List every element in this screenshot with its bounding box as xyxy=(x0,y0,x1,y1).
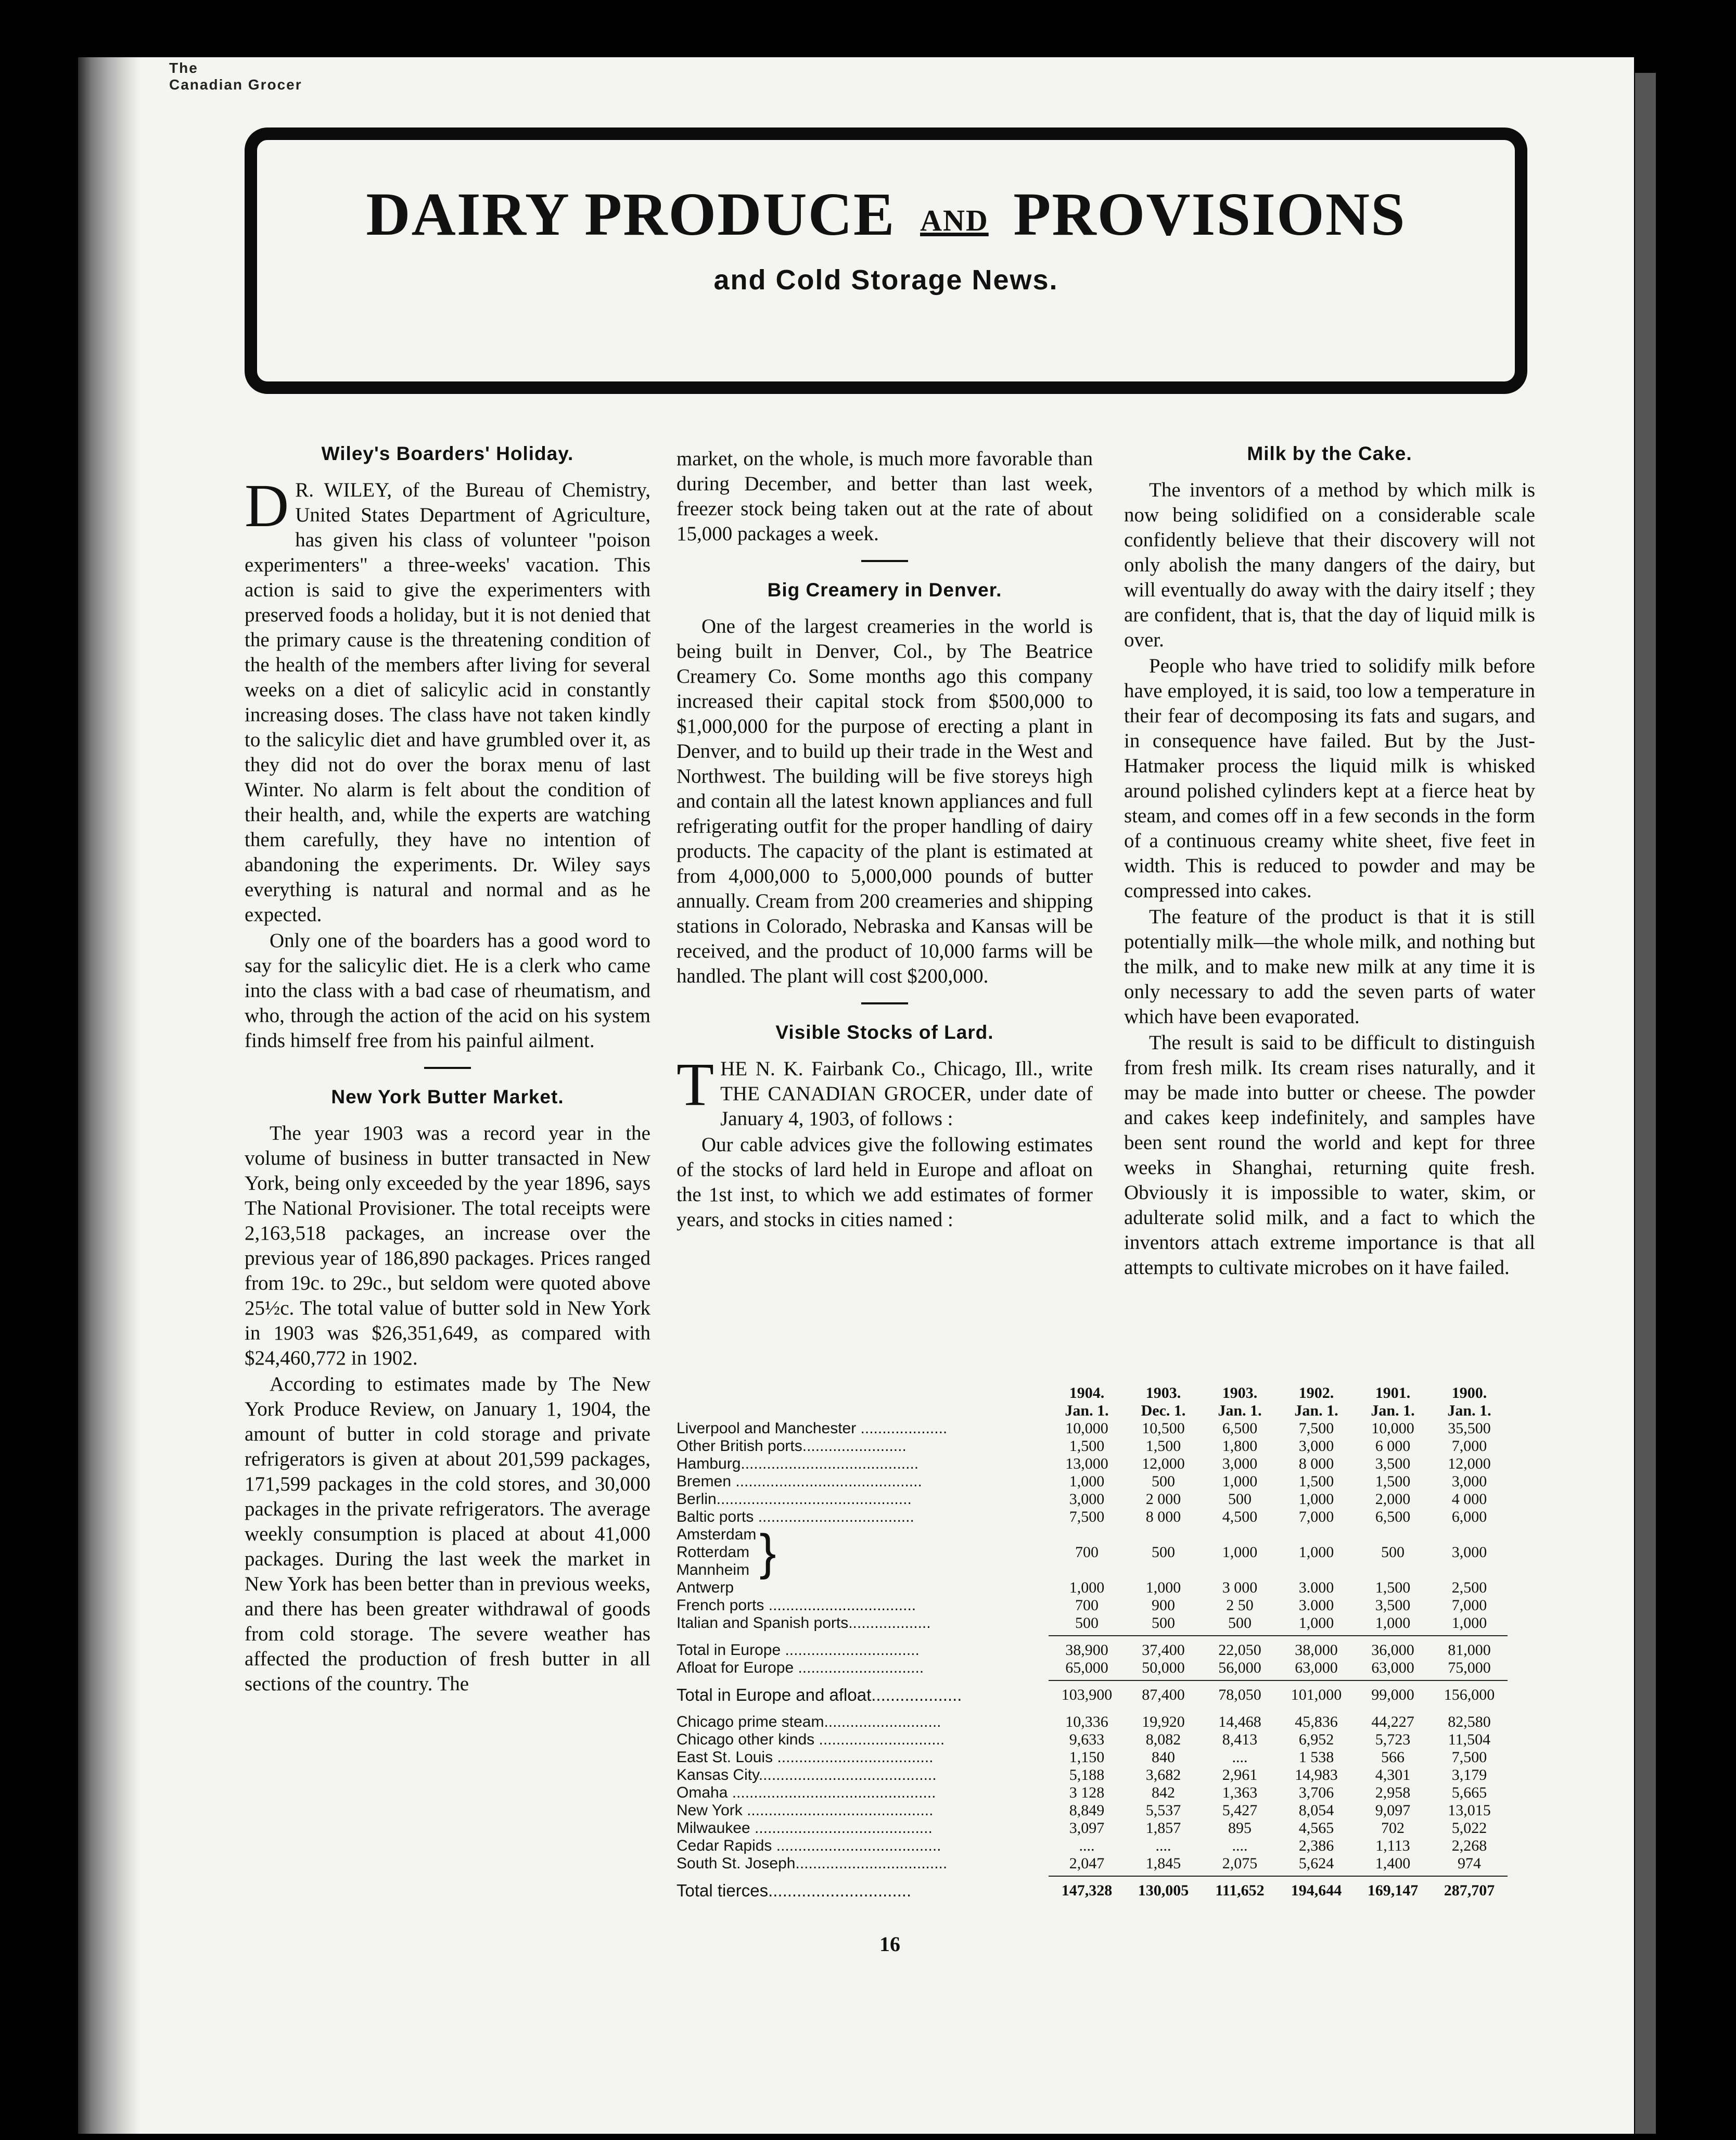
cell: 500 xyxy=(1152,1544,1175,1561)
row-label: Antwerp xyxy=(676,1579,734,1596)
cell: 566 xyxy=(1381,1749,1405,1766)
row-label: Hamburg......................................... xyxy=(676,1455,919,1472)
cell: 1,000 xyxy=(1222,1473,1258,1490)
cell: 2 000 xyxy=(1145,1491,1181,1508)
cell: 6,000 xyxy=(1451,1508,1487,1525)
masthead-line2: Canadian Grocer xyxy=(169,77,302,93)
cell: 500 xyxy=(1228,1614,1252,1632)
article-milk-p4: The result is said to be difficult to distinguish from fresh milk. Its cream rises naturally, and it may be made into butter or cheese. The powder and cakes keep indefinitely, and samples have been sent round the world and kept for three weeks in Shanghai, returning quite fresh. Obviously it is impossible to water, skim, or adulterate solid milk, and a fact to which the inventors attach extreme importance is that all attempts to cultivate microbes on it have failed. xyxy=(1124,1031,1535,1279)
cell: 3,682 xyxy=(1145,1766,1181,1784)
row-label: East St. Louis .................................... xyxy=(676,1749,934,1766)
cell: 194,644 xyxy=(1291,1882,1342,1899)
cell: 8,054 xyxy=(1298,1802,1334,1819)
table-row xyxy=(676,1855,1509,1873)
table-rule xyxy=(1049,1635,1508,1636)
cell: 7,500 xyxy=(1069,1508,1105,1525)
table-row xyxy=(676,1731,1509,1749)
table-row xyxy=(676,1508,1509,1526)
row-label: Chicago prime steam........................... xyxy=(676,1713,941,1730)
cell: 3,179 xyxy=(1451,1766,1487,1784)
cell: 1,000 xyxy=(1298,1491,1334,1508)
divider-rule xyxy=(861,560,908,562)
cell: 974 xyxy=(1458,1855,1481,1872)
cell: 1,000 xyxy=(1298,1544,1334,1561)
dropcap-d: D xyxy=(245,472,289,540)
table-row xyxy=(676,1473,1509,1491)
col-header-year: 1903. xyxy=(1222,1384,1258,1402)
table-row xyxy=(676,1713,1509,1731)
cell: 2,075 xyxy=(1222,1855,1258,1872)
cell: 81,000 xyxy=(1448,1641,1491,1659)
table-row xyxy=(676,1766,1509,1784)
cell: 1,845 xyxy=(1145,1855,1181,1872)
cell: 8,413 xyxy=(1222,1731,1258,1748)
cell: 130,005 xyxy=(1138,1882,1189,1899)
masthead-line1: The xyxy=(169,60,198,76)
cell: 2,500 xyxy=(1451,1579,1487,1596)
row-label: Amsterdam xyxy=(676,1526,757,1543)
cell: 22,050 xyxy=(1218,1641,1261,1659)
cell: 3,000 xyxy=(1298,1437,1334,1455)
cell: 700 xyxy=(1075,1544,1099,1561)
cell: 842 xyxy=(1152,1784,1175,1801)
col-header-date: Jan. 1. xyxy=(1371,1402,1415,1419)
table-rule xyxy=(1049,1680,1508,1681)
table-row xyxy=(676,1802,1509,1819)
column-3 xyxy=(1124,441,1535,1280)
cell: 63,000 xyxy=(1371,1659,1414,1676)
cell: 702 xyxy=(1381,1819,1405,1837)
cell: 287,707 xyxy=(1444,1882,1495,1899)
article-milk-p3: The feature of the product is that it is still potentially milk—the whole milk, and nothing but the milk, and to make new milk at any time it is only necessary to add the seven parts of water which have been evaporated. xyxy=(1124,906,1535,1028)
banner-title xyxy=(257,181,1515,254)
col-header-year: 1900. xyxy=(1451,1384,1487,1402)
row-label: Mannheim xyxy=(676,1561,750,1578)
cell: 2,000 xyxy=(1375,1491,1411,1508)
cell: 1,400 xyxy=(1375,1855,1411,1872)
totals-europe xyxy=(676,1641,1509,1677)
table-row-brace-group xyxy=(676,1526,1509,1579)
cell: 1,000 xyxy=(1069,1473,1105,1490)
cell: 5,665 xyxy=(1451,1784,1487,1801)
cell: 3,000 xyxy=(1451,1544,1487,1561)
cell: 50,000 xyxy=(1142,1659,1185,1676)
table-row xyxy=(676,1641,1509,1659)
table-row xyxy=(676,1819,1509,1837)
row-label: Berlin............................................. xyxy=(676,1491,912,1508)
table-row xyxy=(676,1784,1509,1802)
table-row xyxy=(676,1420,1509,1437)
cell: 500 xyxy=(1152,1473,1175,1490)
cell: 5,022 xyxy=(1451,1819,1487,1837)
cell: 7,000 xyxy=(1451,1597,1487,1614)
cell: 14,983 xyxy=(1295,1766,1338,1784)
cell: 19,920 xyxy=(1142,1713,1185,1730)
cell: 8,082 xyxy=(1145,1731,1181,1748)
cell: 10,000 xyxy=(1065,1420,1108,1437)
cell: 10,000 xyxy=(1371,1420,1414,1437)
cell: 3.000 xyxy=(1298,1579,1334,1596)
article-lard-p1-text: HE N. K. Fairbank Co., Chicago, Ill., write THE CANADIAN GROCER, under date of January 4, 1903, of follows : xyxy=(720,1058,1093,1130)
row-label: South St. Joseph................................... xyxy=(676,1855,948,1872)
cell: 9,633 xyxy=(1069,1731,1105,1748)
table-row xyxy=(676,1659,1509,1677)
cell: 4,565 xyxy=(1298,1819,1334,1837)
cell: 3,000 xyxy=(1069,1491,1105,1508)
cell: 5,427 xyxy=(1222,1802,1258,1819)
cell: 4,500 xyxy=(1222,1508,1258,1525)
article-butter-cont: market, on the whole, is much more favorable than during December, and better than last week, freezer stock being taken out at the rate of about 15,000 packages a week. xyxy=(676,448,1093,545)
table-row xyxy=(676,1837,1509,1855)
cell: 75,000 xyxy=(1448,1659,1491,1676)
row-label: Total tierces.............................. xyxy=(676,1882,912,1900)
cell: 6,952 xyxy=(1298,1731,1334,1748)
table-row xyxy=(676,1579,1509,1597)
cell: 1,500 xyxy=(1069,1437,1105,1455)
cell: 4,301 xyxy=(1375,1766,1411,1784)
cell: 3,000 xyxy=(1222,1455,1258,1472)
cell: 1,000 xyxy=(1069,1579,1105,1596)
article-creamery-p1: One of the largest creameries in the world is being built in Denver, Col., by The Beatrice Creamery Co. Some months ago this company increased their capital stock from $500,000 to $1,000,000 for the purpose of erecting a plant in Denver, and to build up their trade in the West and Northwest. The building will be five storeys high and contain all the latest known appliances and full refrigerating outfit for the proper handling of dairy products. The capacity of the plant is estimated at from 4,000,000 to 5,000,000 pounds of butter annually. Cream from 200 creameries and shipping stations in Colorado, Nebraska and Kansas will be received, and the product of 10,000 farms will be handled. The plant will cost $200,000. xyxy=(676,615,1093,987)
row-label: Cedar Rapids ...................................... xyxy=(676,1837,941,1854)
divider-rule xyxy=(424,1067,471,1069)
cell: 14,468 xyxy=(1218,1713,1261,1730)
banner-title-left: DAIRY PRODUCE xyxy=(366,180,896,248)
cell: 5,188 xyxy=(1069,1766,1105,1784)
row-label: Kansas City......................................... xyxy=(676,1766,937,1784)
brace-names xyxy=(676,1526,756,1579)
article-butter-p1: The year 1903 was a record year in the volume of business in butter transacted in New York, being only exceeded by the year 1896, says The National Provisioner. The total receipts were 2,163,518 packages, an increase over the previous year of 186,890 packages. Prices ranged from 19c. to 29c., but seldom were quoted above 25½c. The total value of butter sold in New York in 1903 was $26,351,649, as compared with $24,460,772 in 1902. xyxy=(245,1122,650,1369)
cell: .... xyxy=(1232,1749,1248,1766)
cell: 6,500 xyxy=(1375,1508,1411,1525)
cell: 2,268 xyxy=(1451,1837,1487,1854)
cell: 1,000 xyxy=(1222,1544,1258,1561)
cell: 1,000 xyxy=(1298,1614,1334,1632)
divider-rule xyxy=(861,1002,908,1004)
cell: 700 xyxy=(1075,1597,1099,1614)
banner-title-and: AND xyxy=(920,203,989,237)
col-header-date: Jan. 1. xyxy=(1294,1402,1338,1419)
row-label: Total in Europe and afloat................... xyxy=(676,1686,962,1704)
cell: 2,386 xyxy=(1298,1837,1334,1854)
table-row xyxy=(676,1749,1509,1766)
cell: 1,857 xyxy=(1145,1819,1181,1837)
cell: 36,000 xyxy=(1371,1641,1414,1659)
cell: 1,500 xyxy=(1298,1473,1334,1490)
headline-creamery: Big Creamery in Denver. xyxy=(767,579,1002,601)
cell: 500 xyxy=(1381,1544,1405,1561)
col-header-date: Dec. 1. xyxy=(1141,1402,1186,1419)
cell: 3,706 xyxy=(1298,1784,1334,1801)
cell: 3,000 xyxy=(1451,1473,1487,1490)
cell: 8 000 xyxy=(1298,1455,1334,1472)
cell: 82,580 xyxy=(1448,1713,1491,1730)
adjacent-page-edge xyxy=(1635,73,1656,2134)
cell: 500 xyxy=(1228,1491,1252,1508)
cell: 2,961 xyxy=(1222,1766,1258,1784)
section-banner xyxy=(245,128,1527,394)
cell: 1,150 xyxy=(1069,1749,1105,1766)
cell: 44,227 xyxy=(1371,1713,1414,1730)
cell: 169,147 xyxy=(1367,1882,1419,1899)
cell: 87,400 xyxy=(1142,1686,1185,1703)
cell: 3,097 xyxy=(1069,1819,1105,1837)
row-label: Afloat for Europe ............................. xyxy=(676,1659,924,1676)
cell: .... xyxy=(1079,1837,1095,1854)
col-header-year: 1904. xyxy=(1069,1384,1105,1402)
dropcap-t: T xyxy=(676,1050,714,1118)
cell: 37,400 xyxy=(1142,1641,1185,1659)
article-milk-p2: People who have tried to solidify milk before have employed, it is said, too low a temperature in their fear of decomposing its fats and sugars, and in consequence have failed. But by the Just-Hatmaker process the liquid milk is whisked around polished cylinders kept at a fierce heat by steam, and comes off in a few seconds in the form of a continuous creamy white sheet, five feet in width. This is reduced to powder and may be compressed into cakes. xyxy=(1124,655,1535,902)
article-lard-p2: Our cable advices give the following estimates of the stocks of lard held in Europe and afloat on the 1st inst, to which we add estimates of former years, and stocks in cities named : xyxy=(676,1133,1093,1231)
cell: 2,958 xyxy=(1375,1784,1411,1801)
europe-rows-2 xyxy=(676,1579,1509,1632)
cell: 9,097 xyxy=(1375,1802,1411,1819)
cell: 1,500 xyxy=(1375,1579,1411,1596)
europe-rows xyxy=(676,1420,1509,1526)
row-label: Chicago other kinds ............................. xyxy=(676,1731,945,1748)
banner-subtitle: and Cold Storage News. xyxy=(713,264,1058,296)
cell: 13,015 xyxy=(1448,1802,1491,1819)
cell: 56,000 xyxy=(1218,1659,1261,1676)
cell: 6,500 xyxy=(1222,1420,1258,1437)
table-header-dates xyxy=(1049,1402,1509,1420)
row-label: Milwaukee ......................................... xyxy=(676,1819,933,1837)
cell: 840 xyxy=(1152,1749,1175,1766)
binding-shadow xyxy=(78,57,141,2134)
cell: 5,624 xyxy=(1298,1855,1334,1872)
page-number: 16 xyxy=(879,1932,900,1956)
cell: 101,000 xyxy=(1291,1686,1342,1703)
article-wiley-p2: Only one of the boarders has a good word to say for the salicylic diet. He is a clerk who came into the class with a bad case of rheumatism, and who, through the action of the acid on his system finds himself free from his painful ailment. xyxy=(245,929,650,1052)
headline-wiley: Wiley's Boarders' Holiday. xyxy=(321,443,574,464)
table-header-years xyxy=(1049,1384,1509,1402)
city-rows xyxy=(676,1713,1509,1873)
table-row xyxy=(676,1686,1509,1704)
cell: 147,328 xyxy=(1061,1882,1113,1899)
row-label: Total in Europe ............................... xyxy=(676,1641,920,1659)
cell: 10,500 xyxy=(1142,1420,1185,1437)
masthead xyxy=(169,60,325,93)
cell: 3,500 xyxy=(1375,1455,1411,1472)
cell: 1,000 xyxy=(1451,1614,1487,1632)
cell: 65,000 xyxy=(1065,1659,1108,1676)
table-row xyxy=(676,1614,1509,1632)
cell: 7,500 xyxy=(1298,1420,1334,1437)
cell: 2 50 xyxy=(1226,1597,1254,1614)
row-label: New York ........................................... xyxy=(676,1802,934,1819)
column-1 xyxy=(245,441,650,1697)
cell: 11,504 xyxy=(1448,1731,1491,1748)
cell: 500 xyxy=(1075,1614,1099,1632)
cell: 12,000 xyxy=(1448,1455,1491,1472)
total-tierces xyxy=(676,1882,1509,1900)
headline-milk: Milk by the Cake. xyxy=(1247,443,1412,464)
cell: 78,050 xyxy=(1218,1686,1261,1703)
cell: 7,000 xyxy=(1298,1508,1334,1525)
cell: 103,900 xyxy=(1061,1686,1113,1703)
banner-title-right: PROVISIONS xyxy=(1013,180,1406,248)
article-milk-p1: The inventors of a method by which milk is now being solidified on a considerable scale confidently believe that their discovery will not only abolish the many dangers of the dairy, but will eventually do away with the dairy itself ; they are confident, that is, that the day of liquid milk is over. xyxy=(1124,479,1535,651)
cell: 111,652 xyxy=(1215,1882,1265,1899)
row-label: Other British ports........................ xyxy=(676,1437,907,1455)
cell: 10,336 xyxy=(1065,1713,1108,1730)
article-wiley-p1 xyxy=(245,472,650,927)
cell: 99,000 xyxy=(1371,1686,1414,1703)
cell: 1,113 xyxy=(1375,1837,1410,1854)
headline-butter: New York Butter Market. xyxy=(331,1086,564,1107)
cell: 895 xyxy=(1228,1819,1252,1837)
table-row xyxy=(676,1455,1509,1473)
row-label: Italian and Spanish ports................... xyxy=(676,1614,931,1632)
headline-lard: Visible Stocks of Lard. xyxy=(775,1022,994,1043)
col-header-date: Jan. 1. xyxy=(1218,1402,1262,1419)
cell: 4 000 xyxy=(1451,1491,1487,1508)
cell: 3 000 xyxy=(1222,1579,1258,1596)
table-row xyxy=(676,1437,1509,1455)
cell: 8 000 xyxy=(1145,1508,1181,1525)
cell: 1 538 xyxy=(1298,1749,1334,1766)
cell: 2,047 xyxy=(1069,1855,1105,1872)
cell: 900 xyxy=(1152,1597,1175,1614)
cell: 1,363 xyxy=(1222,1784,1258,1801)
cell: 7,500 xyxy=(1451,1749,1487,1766)
article-lard-p1 xyxy=(676,1050,1093,1131)
cell: 5,537 xyxy=(1145,1802,1181,1819)
cell: 35,500 xyxy=(1448,1420,1491,1437)
row-label: Baltic ports .................................... xyxy=(676,1508,914,1525)
article-wiley-p1-text: R. WILEY, of the Bureau of Chemistry, United States Department of Agriculture, has given his class of volunteer "poison experimenters" a three-weeks' vacation. This action is said to give the experimenters with preserved foods a holiday, but it is not denied that the primary cause is the threatening condition of the health of the members after living for several weeks on a diet of salicylic acid in constantly increasing doses. The class have not taken kindly to the salicylic diet and have grumbled over it, as they did not do over the borax menu of last Winter. No alarm is felt about the condition of their health, and, while the experts are watching them carefully, they have no intention of abandoning the experiments. Dr. Wiley says everything is natural and normal and as he expected. xyxy=(245,479,650,926)
row-label: Rotterdam xyxy=(676,1544,750,1561)
cell: 1,000 xyxy=(1145,1579,1181,1596)
col-header-date: Jan. 1. xyxy=(1447,1402,1491,1419)
cell: .... xyxy=(1155,1837,1171,1854)
cell: 3 128 xyxy=(1069,1784,1105,1801)
cell: 7,000 xyxy=(1451,1437,1487,1455)
cell: 8,849 xyxy=(1069,1802,1105,1819)
cell: 1,500 xyxy=(1375,1473,1411,1490)
table-row xyxy=(676,1882,1509,1900)
table-row xyxy=(676,1597,1509,1614)
row-label: Liverpool and Manchester .................... xyxy=(676,1420,948,1437)
cell: 45,836 xyxy=(1295,1713,1338,1730)
col-header-date: Jan. 1. xyxy=(1065,1402,1109,1419)
cell: 3,500 xyxy=(1375,1597,1411,1614)
cell: 3.000 xyxy=(1298,1597,1334,1614)
cell: .... xyxy=(1232,1837,1248,1854)
cell: 500 xyxy=(1152,1614,1175,1632)
cell: 63,000 xyxy=(1295,1659,1338,1676)
table-row xyxy=(676,1491,1509,1508)
cell: 1,800 xyxy=(1222,1437,1258,1455)
cell: 12,000 xyxy=(1142,1455,1185,1472)
article-butter-p2: According to estimates made by The New York Produce Review, on January 1, 1904, the amount of butter in cold storage and private refrigerators is given at about 201,599 packages, 171,599 packages in the cold stores, and 30,000 packages in the private refrigerators. The average weekly consumption is placed at about 41,000 packages. During the last week the market in New York has been better than in previous weeks, and there has been greater withdrawal of goods from cold storage. The severe weather has affected the production of fresh butter in all sections of the country. The xyxy=(245,1373,650,1695)
lard-stocks-table xyxy=(676,1384,1509,1900)
total-afloat xyxy=(676,1686,1509,1704)
cell: 13,000 xyxy=(1065,1455,1108,1472)
cell: 1,000 xyxy=(1375,1614,1411,1632)
cell: 1,500 xyxy=(1145,1437,1181,1455)
cell: 38,000 xyxy=(1295,1641,1338,1659)
row-label: Bremen ........................................... xyxy=(676,1473,922,1490)
cell: 6 000 xyxy=(1375,1437,1411,1455)
col-header-year: 1903. xyxy=(1145,1384,1181,1402)
row-label: French ports .................................. xyxy=(676,1597,916,1614)
row-label: Omaha ............................................... xyxy=(676,1784,936,1801)
cell: 38,900 xyxy=(1065,1641,1108,1659)
cell: 5,723 xyxy=(1375,1731,1411,1748)
col-header-year: 1901. xyxy=(1375,1384,1411,1402)
cell: 156,000 xyxy=(1444,1686,1495,1703)
col-header-year: 1902. xyxy=(1298,1384,1334,1402)
brace-label xyxy=(676,1526,1049,1579)
table-rule xyxy=(1049,1876,1508,1877)
brace-glyph: } xyxy=(759,1524,776,1580)
column-2 xyxy=(676,447,1093,1232)
